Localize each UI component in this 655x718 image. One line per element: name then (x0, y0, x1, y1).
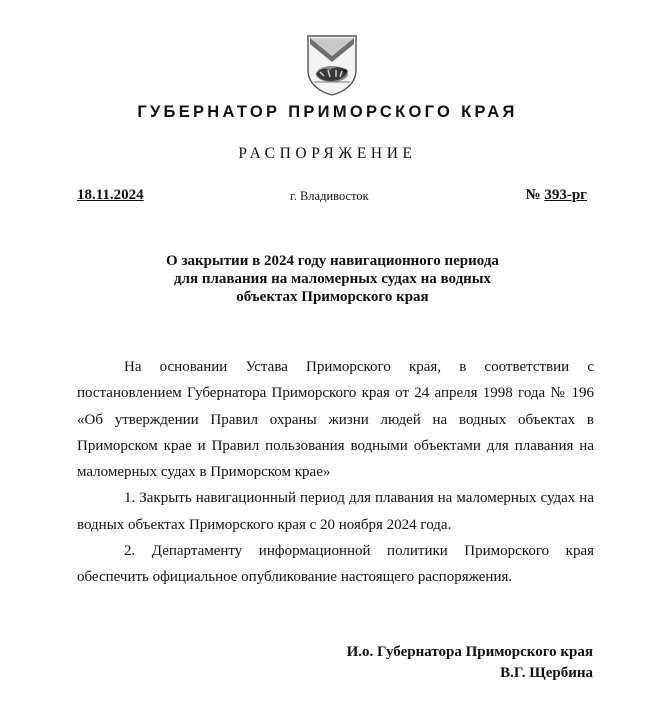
clause-1: 1. Закрыть навигационный период для плавания на маломерных судах на водных объектах Приморского края с 20 ноября 2024 года. (77, 490, 594, 533)
document-number (526, 187, 587, 204)
title-line: для плавания на маломерных судах на водных (173, 271, 492, 287)
document-type: РАСПОРЯЖЕНИЕ (238, 145, 417, 162)
document-date: 18.11.2024 (77, 187, 144, 203)
signatory-name: В.Г. Щербина (500, 665, 593, 681)
title-line: О закрытии в 2024 году навигационного периода (166, 253, 499, 269)
authority-title: ГУБЕРНАТОР ПРИМОРСКОГО КРАЯ (137, 103, 518, 121)
title-line: объектах Приморского края (236, 289, 429, 305)
document-title (120, 252, 545, 306)
document-city: г. Владивосток (290, 189, 369, 203)
clause-2: 2. Департаменту информационной политики Приморского края обеспечить официальное опубликование настоящего распоряжения. (77, 543, 594, 586)
coat-of-arms-icon (306, 34, 358, 96)
document-body (77, 354, 594, 591)
signatory-position: И.о. Губернатора Приморского края (346, 644, 593, 660)
number-prefix: № (525, 187, 545, 203)
signature-block (347, 642, 593, 684)
number-value: 393-рг (544, 187, 587, 203)
preamble-paragraph: На основании Устава Приморского края, в соответствии с постановлением Губернатора Приморского края от 24 апреля 1998 года № 196 «Об утверждении Правил охраны жизни людей на водных объектах в Приморском крае и Правил пользования водными объектами для плавания на маломерных судах в Приморском крае» (77, 359, 594, 481)
